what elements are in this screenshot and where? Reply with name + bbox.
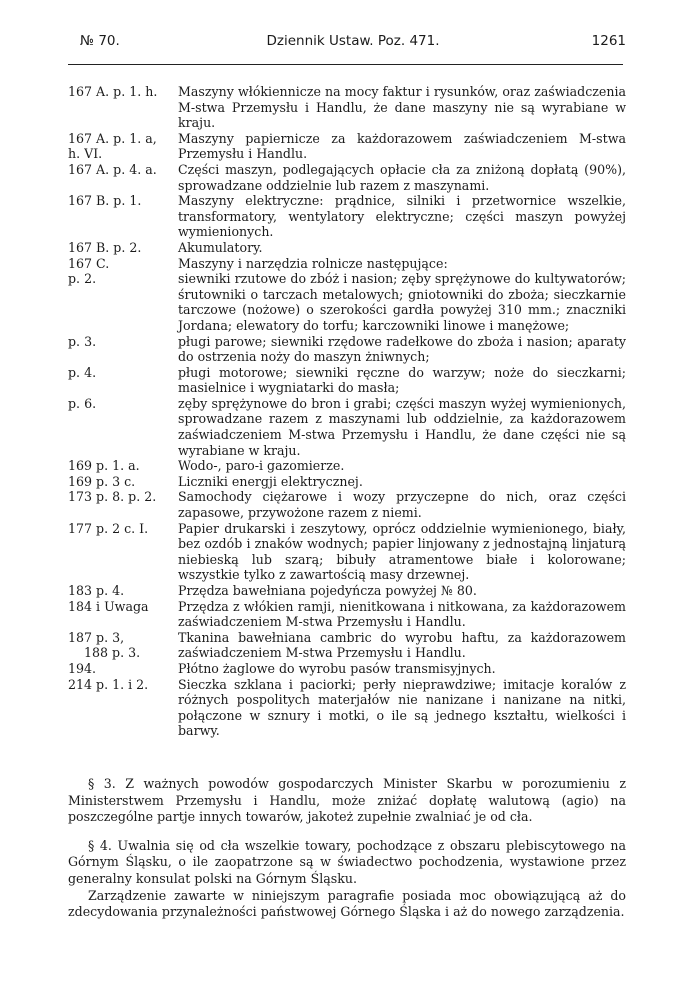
tariff-code: 214 p. 1. i 2.	[68, 676, 149, 692]
tariff-code: 167 B. p. 1.	[68, 193, 142, 209]
tariff-description: Przędza bawełniana pojedyńcza powyżej № 80.	[178, 583, 477, 598]
tariff-code: 177 p. 2 c. I.	[68, 520, 149, 536]
tariff-description: pługi motorowe; siewniki ręczne do warzyw; noże do sieczkarni; masielnice i wygniatarki do masła;	[178, 364, 626, 396]
tariff-entry	[68, 271, 626, 333]
tariff-entry	[68, 489, 626, 520]
tariff-entry	[68, 599, 626, 630]
tariff-entry	[68, 193, 626, 240]
tariff-code: p. 3.	[68, 333, 97, 349]
tariff-entry	[68, 458, 626, 474]
tariff-code: 169 p. 1. a.	[68, 458, 140, 474]
tariff-entry	[68, 521, 626, 583]
tariff-description: Maszyny elektryczne: prądnice, silniki i przetwornice wszelkie, transformatory, wentylatory elektryczne; części maszyn powyżej wymienionych.	[178, 193, 626, 240]
tariff-description: pługi parowe; siewniki rzędowe radełkowe do zboża i nasion; aparaty do ostrzenia noży do maszyn żniwnych;	[178, 333, 626, 365]
page-header	[80, 33, 626, 55]
tariff-entry	[68, 661, 626, 677]
tariff-entry	[68, 474, 626, 490]
tariff-description: Maszyny papiernicze za każdorazowem zaświadczeniem M-stwa Przemysłu i Handlu.	[178, 130, 626, 162]
paragraphs-section	[68, 776, 626, 921]
tariff-entry	[68, 630, 626, 661]
tariff-description: Wodo-, paro-i gazomierze.	[178, 458, 345, 474]
tariff-code: p. 2.	[68, 271, 97, 287]
tariff-code: 194.	[68, 660, 97, 676]
tariff-entry	[68, 365, 626, 396]
tariff-entry	[68, 131, 626, 162]
tariff-code: 167 A. p. 4. a.	[68, 161, 157, 177]
tariff-code: 183 p. 4.	[68, 583, 125, 598]
tariff-description: Papier drukarski i zeszytowy, oprócz oddzielnie wymienionego, biały, bez ozdób i znaków wodnych; papier linjowany z jednostajną linjaturą niebieską lub szarą; bibuły atramentowe białe i kolorowane; wszystkie tylko z zawartością masy drzewnej.	[178, 520, 626, 583]
tariff-description: Płótno żaglowe do wyrobu pasów transmisyjnych.	[178, 660, 496, 676]
tariff-code: 187 p. 3, 188 p. 3.	[68, 629, 141, 661]
tariff-description: siewniki rzutowe do zbóż i nasion; zęby sprężynowe do kultywatorów; śrutowniki o tarczach metalowych; gniotowniki do zboża; sieczkarnie tarczowe (nożowe) o szerokości gardła powyżej 310 mm.; znaczniki Jordana; elewatory do torfu; karczowniki linowe i manężowe;	[178, 271, 626, 333]
tariff-entry	[68, 84, 626, 131]
journal-title: Dziennik Ustaw. Poz. 471.	[266, 33, 440, 49]
tariff-entries-list	[68, 84, 626, 739]
tariff-description: Samochody ciężarowe i wozy przyczepne do nich, oraz części zapasowe, przywożone razem z niemi.	[178, 489, 626, 521]
tariff-code: 167 A. p. 1. h.	[68, 84, 158, 99]
header-rule	[68, 64, 623, 65]
tariff-code: 167 C.	[68, 255, 110, 271]
paragraph-section-3: § 3. Z ważnych powodów gospodarczych Minister Skarbu w porozumieniu z Ministerstwem Przemysłu i Handlu, może zniżać dopłatę walutową (agio) na poszczególne partje innych towarów, jakoteż zupełnie zwalniać je od cła.	[68, 776, 626, 825]
tariff-entry	[68, 583, 626, 599]
paragraph-section-4: § 4. Uwalnia się od cła wszelkie towary, pochodzące z obszaru plebiscytowego na Górnym Śląsku, o ile zaopatrzone są w świadectwo pochodzenia, wystawione przez generalny konsulat polski na Górnym Śląsku.	[68, 837, 626, 886]
tariff-entry	[68, 396, 626, 458]
tariff-code: p. 6.	[68, 395, 97, 411]
tariff-description: Tkanina bawełniana cambric do wyrobu haftu, za każdorazowem zaświadczeniem M-stwa Przemysłu i Handlu.	[178, 629, 626, 661]
tariff-code: 184 i Uwaga	[68, 598, 149, 614]
tariff-code: 173 p. 8. p. 2.	[68, 489, 157, 505]
tariff-entry	[68, 240, 626, 256]
page-number: 1261	[591, 33, 626, 49]
tariff-code: 167 B. p. 2.	[68, 239, 142, 255]
tariff-description: Maszyny włókiennicze na mocy faktur i rysunków, oraz zaświadczenia M-stwa Przemysłu i Handlu, że dane maszyny nie są wyrabiane w kraju.	[178, 84, 626, 131]
paragraph-validity: Zarządzenie zawarte w niniejszym paragrafie posiada moc obowiązującą aż do zdecydowania przynależności państwowej Górnego Śląska i aż do nowego zarządzenia.	[68, 887, 626, 920]
tariff-code: p. 4.	[68, 364, 97, 380]
tariff-code: 169 p. 3 c.	[68, 473, 136, 489]
tariff-entry	[68, 162, 626, 193]
tariff-description: Liczniki energji elektrycznej.	[178, 473, 363, 489]
issue-number: № 70.	[80, 33, 120, 49]
tariff-entry	[68, 677, 626, 739]
tariff-description: zęby sprężynowe do bron i grabi; części maszyn wyżej wymienionych, sprowadzane razem z maszynami lub oddzielnie, za każdorazowem zaświadczeniem M-stwa Przemysłu i Handlu, że dane części nie są wyrabiane w kraju.	[178, 395, 626, 458]
tariff-description: Przędza z włókien ramji, nienitkowana i nitkowana, za każdorazowem zaświadczeniem M-stwa Przemysłu i Handlu.	[178, 598, 626, 630]
tariff-code: 167 A. p. 1. a, h. VI.	[68, 130, 157, 162]
tariff-entry	[68, 256, 626, 272]
tariff-description: Maszyny i narzędzia rolnicze następujące:	[178, 255, 448, 271]
tariff-description: Akumulatory.	[178, 239, 263, 255]
tariff-description: Części maszyn, podlegających opłacie cła za zniżoną dopłatą (90%), sprowadzane oddzielnie lub razem z maszynami.	[178, 161, 626, 193]
tariff-entry	[68, 334, 626, 365]
tariff-description: Sieczka szklana i paciorki; perły nieprawdziwe; imitacje koralów z różnych pospolitych materjałów nie nanizane i nanizane na nitki, połączone w sznury i motki, o ile są jednego kształtu, wielkości i barwy.	[178, 676, 626, 739]
